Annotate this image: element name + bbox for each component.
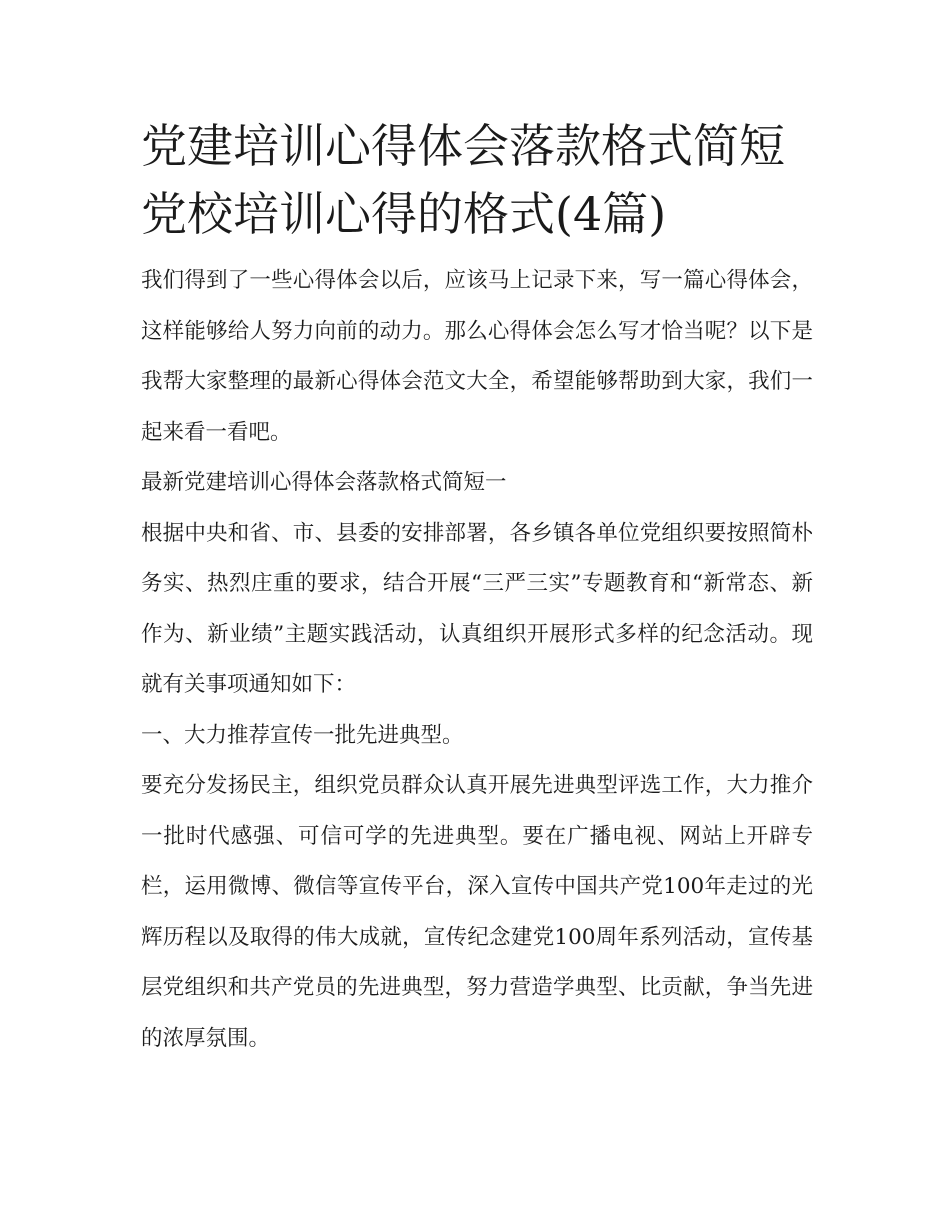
document-page [141, 112, 813, 1064]
intro-paragraph: 我们得到了一些心得体会以后，应该马上记录下来，写一篇心得体会，这样能够给人努力向前的动力。那么心得体会怎么写才恰当呢？以下是我帮大家整理的最新心得体会范文大全，希望能够帮助到大家，我们一起来看一看吧。 [141, 268, 813, 445]
document-title: 党建培训心得体会落款格式简短 党校培训心得的格式(4篇) [141, 119, 785, 241]
body-paragraph: 要充分发扬民主，组织党员群众认真开展先进典型评选工作，大力推介一批时代感强、可信可学的先进典型。要在广播电视、网站上开辟专栏，运用微博、微信等宣传平台，深入宣传中国共产党100年走过的光辉历程以及取得的伟大成就，宣传纪念建党100周年系列活动，宣传基层党组织和共产党员的先进典型，努力营造学典型、比贡献，争当先进的浓厚氛围。 [141, 773, 813, 1051]
body-paragraph: 根据中央和省、市、县委的安排部署，各乡镇各单位党组织要按照简朴务实、热烈庄重的要求，结合开展“三严三实”专题教育和“新常态、新作为、新业绩”主题实践活动，认真组织开展形式多样的纪念活动。现就有关事项通知如下： [141, 520, 813, 697]
section-heading: 最新党建培训心得体会落款格式简短一 [141, 470, 507, 495]
item-heading: 一、大力推荐宣传一批先进典型。 [141, 722, 464, 748]
